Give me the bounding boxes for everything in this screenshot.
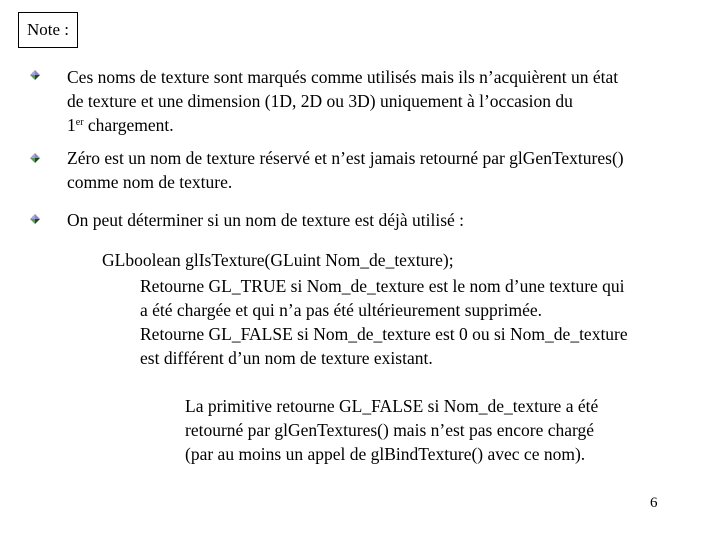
- bullet-2-line-1: Zéro est un nom de texture réservé et n’est jamais retourné par glGenTextures(): [67, 148, 624, 168]
- diamond-bullet-icon: [30, 214, 40, 224]
- bullet-1-line-1: Ces noms de texture sont marqués comme utilisés mais ils n’acquièrent un état: [67, 67, 619, 87]
- return-line-2: a été chargée et qui n’a pas été ultérieurement supprimée.: [140, 300, 542, 320]
- ordinal-rest: chargement.: [83, 115, 174, 135]
- bullet-paragraph-3: [67, 208, 464, 232]
- function-signature: GLboolean glIsTexture(GLuint Nom_de_texture);: [102, 250, 454, 270]
- remark-line-3: (par au moins un appel de glBindTexture() avec ce nom).: [185, 444, 586, 464]
- ordinal-number: 1: [67, 115, 76, 135]
- remark-paragraph: [185, 394, 598, 466]
- bullet-3-line-1: On peut déterminer si un nom de texture est déjà utilisé :: [67, 210, 465, 230]
- bullet-paragraph-1: [67, 65, 618, 137]
- remark-line-2: retourné par glGenTextures() mais n’est pas encore chargé: [185, 420, 595, 440]
- return-line-1: Retourne GL_TRUE si Nom_de_texture est le nom d’une texture qui: [140, 276, 625, 296]
- return-line-4: est différent d’un nom de texture existant.: [140, 348, 433, 368]
- bullet-paragraph-2: [67, 146, 624, 194]
- bullet-2-line-2: comme nom de texture.: [67, 172, 233, 192]
- diamond-bullet-icon: [30, 70, 40, 80]
- bullet-1-line-3: [67, 113, 618, 137]
- remark-line-1: La primitive retourne GL_FALSE si Nom_de_texture a été: [185, 396, 599, 416]
- ordinal-suffix: er: [75, 117, 84, 128]
- bullet-1-line-2: de texture et une dimension (1D, 2D ou 3D) uniquement à l’occasion du: [67, 91, 573, 111]
- page-number: 6: [650, 495, 658, 511]
- diamond-bullet-icon: [30, 153, 40, 163]
- return-line-3: Retourne GL_FALSE si Nom_de_texture est 0 ou si Nom_de_texture: [140, 324, 628, 344]
- return-description: [140, 274, 628, 370]
- note-label: Note :: [18, 12, 78, 48]
